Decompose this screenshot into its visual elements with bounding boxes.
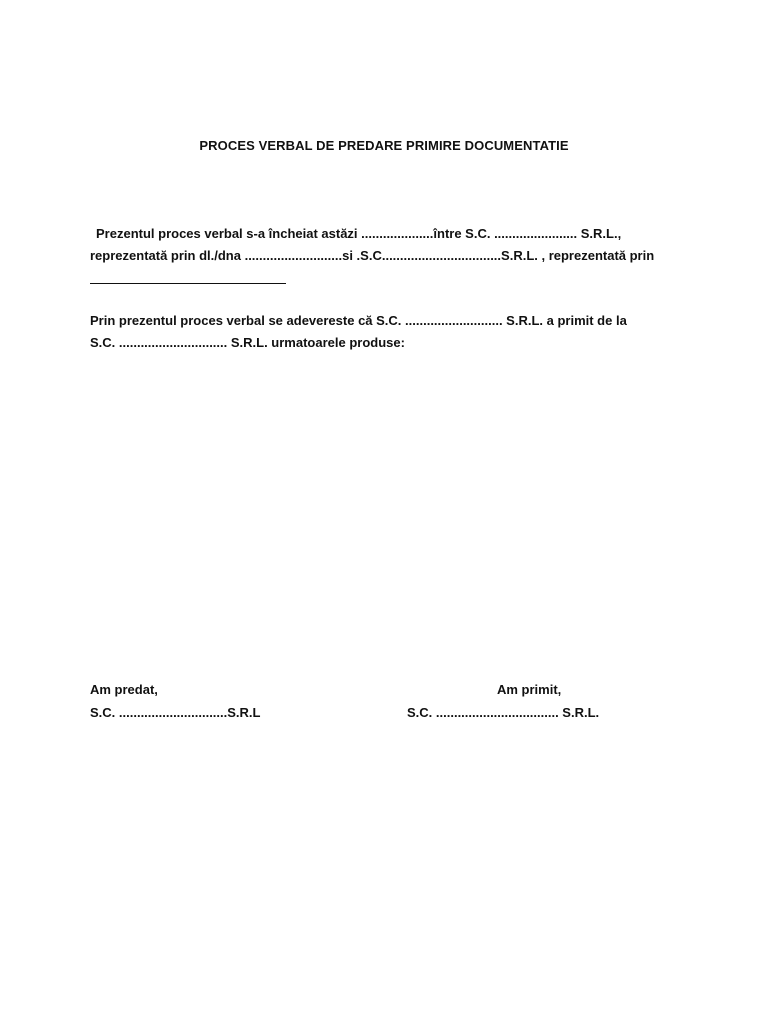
paragraph2-line2: S.C. .............................. S.R.L. urmatoarele produse: (90, 335, 405, 350)
paragraph1-line1: Prezentul proces verbal s-a încheiat astăzi ....................între S.C. ....................... S.R.L., (96, 226, 622, 241)
signature-blank-line (90, 283, 286, 284)
receipt-company: S.C. .................................. S.R.L. (407, 705, 600, 720)
paragraph2-line1: Prin prezentul proces verbal se adevereste că S.C. ........................... S.R.L. a primit de la (90, 313, 627, 328)
document-title: PROCES VERBAL DE PREDARE PRIMIRE DOCUMENTATIE (199, 138, 569, 153)
handover-company: S.C. ..............................S.R.L (90, 705, 261, 720)
handover-label: Am predat, (90, 682, 158, 697)
receipt-label: Am primit, (497, 682, 562, 697)
paragraph1-line2: reprezentată prin dl./dna ...........................si .S.C.................................S.R.L. , reprezentată prin (90, 248, 655, 263)
